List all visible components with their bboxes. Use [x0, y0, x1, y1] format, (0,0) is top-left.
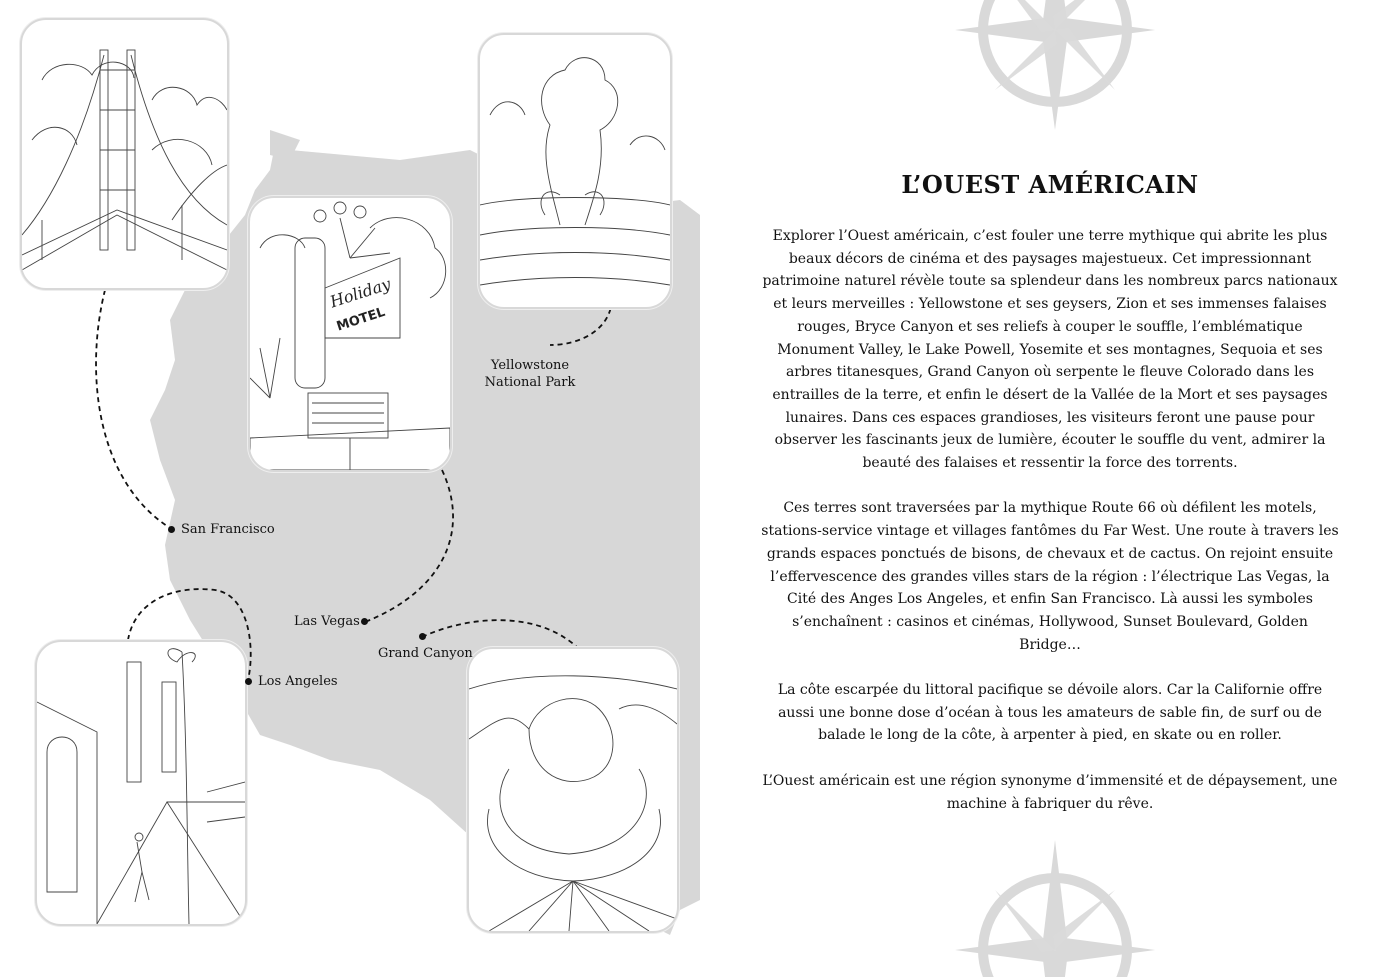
motel-holiday-text: Holiday	[327, 274, 394, 312]
paragraph-3: La côte escarpée du littoral pacifique se dévoile alors. Car la Californie offre aussi une bonne dose d’océan à tous les amateurs de sable fin, de surf ou de balade le long de la côte, à arpenter à pied, en skate ou en roller.	[777, 682, 1323, 744]
hollywood-street-illustration	[35, 640, 247, 926]
page-title: L’OUEST AMÉRICAIN	[901, 170, 1199, 199]
golden-gate-illustration	[20, 18, 229, 290]
grand-canyon-illustration	[467, 647, 679, 933]
compass-rose-top-icon	[945, 0, 1165, 130]
yellowstone-label	[478, 357, 582, 391]
motel-word-text: MOTEL	[334, 304, 388, 335]
motel-illustration	[248, 196, 452, 472]
paragraph-1: Explorer l’Ouest américain, c’est fouler une terre mythique qui abrite les plus beaux décors de cinéma et des paysages majestueux. Cet impressionnant patrimoine naturel révèle toute sa splendeur dans les nombreux parcs nationaux et leurs merveilles : Yellowstone et ses geysers, Zion et ses immenses falaises rouges, Bryce Canyon et ses reliefs à couper le souffle, l’emblématique Monument Valley, le Lake Powell, Yosemite et ses montagnes, Sequoia et ses arbres titanesques, Grand Canyon où serpente le fleuve Colorado dans les entrailles de la terre, et enfin le désert de la Vallée de la Mort et ses paysages lunaires. Dans ces espaces grandioses, les visiteurs feront une pause pour observer les fascinants jeux de lumière, écouter le souffle du vent, admirer la beauté des falaises et ressentir la force des torrents.	[762, 228, 1338, 472]
las-vegas-label: Las Vegas	[294, 614, 360, 629]
paragraph-2: Ces terres sont traversées par la mythique Route 66 où défilent les motels, stations-service vintage et villages fantômes du Far West. Une route à travers les grands espaces ponctués de bisons, de chevaux et de cactus. On rejoint ensuite l’effervescence des grandes villes stars de la région : l’électrique Las Vegas, la Cité des Anges Los Angeles, et enfin San Francisco. Là aussi les symboles s’enchaînent : casinos et cinémas, Hollywood, Sunset Boulevard, Golden Bridge…	[761, 500, 1339, 653]
yellowstone-label-line1: Yellowstone	[490, 358, 570, 373]
yellowstone-geyser-illustration	[478, 33, 672, 309]
los-angeles-dot	[245, 678, 252, 685]
right-page	[700, 0, 1400, 977]
compass-rose-bottom-icon	[945, 840, 1165, 977]
grand-canyon-dot	[419, 633, 426, 640]
paragraph-4: L’Ouest américain est une région synonyme d’immensité et de dépaysement, une machine à fabriquer du rêve.	[762, 772, 1338, 812]
san-francisco-dot	[168, 526, 175, 533]
grand-canyon-label: Grand Canyon	[378, 646, 473, 661]
los-angeles-label: Los Angeles	[258, 674, 338, 689]
yellowstone-label-line2: National Park	[484, 375, 576, 390]
las-vegas-dot	[361, 618, 368, 625]
san-francisco-label: San Francisco	[181, 522, 275, 537]
body-text	[760, 225, 1340, 838]
